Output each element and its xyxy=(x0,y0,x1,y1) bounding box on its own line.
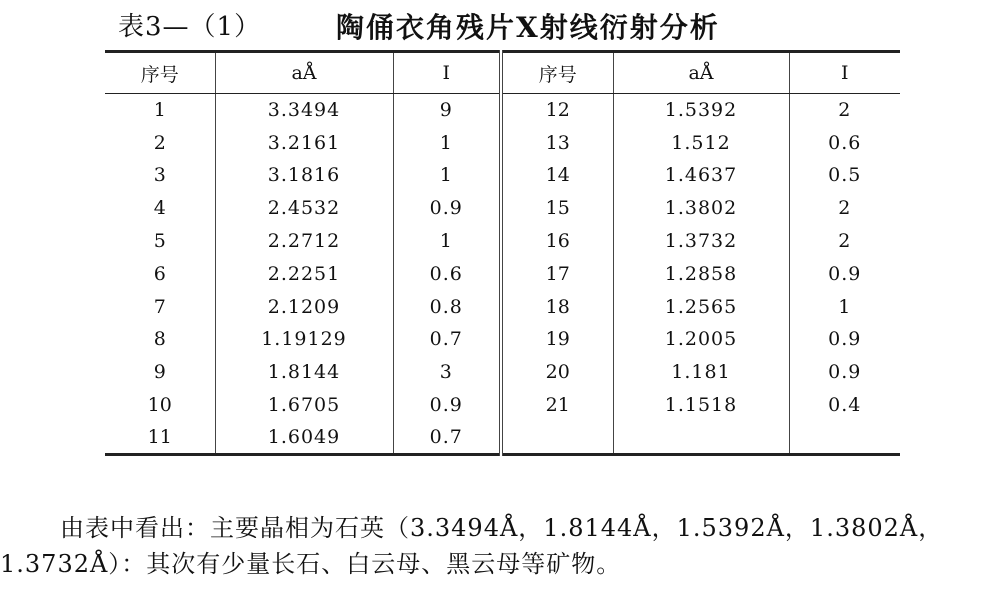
table-row xyxy=(105,159,900,192)
index-cell: 21 xyxy=(501,389,613,422)
intensity-cell: 2 xyxy=(838,197,852,220)
table-row xyxy=(105,356,900,389)
intensity-cell: 0.9 xyxy=(393,389,501,422)
d-spacing-cell: 1.2858 xyxy=(613,257,789,290)
intensity-cell: 0.7 xyxy=(393,323,501,356)
index-cell: 10 xyxy=(105,389,215,422)
index-cell: 6 xyxy=(105,257,215,290)
index-cell: 7 xyxy=(105,290,215,323)
index-cell: 14 xyxy=(501,159,613,192)
index-cell: 18 xyxy=(501,290,613,323)
d-spacing-cell: 2.4532 xyxy=(215,192,393,225)
d-spacing-cell: 1.2005 xyxy=(613,323,789,356)
table-header-row xyxy=(105,52,900,94)
index-cell: 3 xyxy=(105,159,215,192)
table-caption: 表3—（1） xyxy=(118,12,262,42)
index-cell: 17 xyxy=(501,257,613,290)
d-spacing-cell: 1.3732 xyxy=(613,225,789,258)
d-spacing-cell: 1.5392 xyxy=(613,94,789,127)
index-cell: 1 xyxy=(105,94,215,127)
d-spacing-cell: 1.512 xyxy=(613,126,789,159)
intensity-cell: 2 xyxy=(838,230,852,253)
d-spacing-cell: 1.6049 xyxy=(215,421,393,454)
table-row xyxy=(105,94,900,127)
intensity-cell: 1 xyxy=(393,225,501,258)
intensity-cell: 0.9 xyxy=(828,361,862,384)
table-body xyxy=(105,94,900,455)
index-cell: 11 xyxy=(105,421,215,454)
index-cell: 4 xyxy=(105,192,215,225)
d-spacing-cell: 2.1209 xyxy=(215,290,393,323)
column-header-intensity: I xyxy=(789,52,900,94)
intensity-cell: 0.8 xyxy=(393,290,501,323)
index-cell: 19 xyxy=(501,323,613,356)
d-spacing-cell: 1.181 xyxy=(613,356,789,389)
intensity-cell: 3 xyxy=(393,356,501,389)
table-row xyxy=(105,192,900,225)
d-spacing-cell: 1.6705 xyxy=(215,389,393,422)
d-spacing-cell: 2.2712 xyxy=(215,225,393,258)
column-header-intensity: I xyxy=(393,52,501,94)
d-spacing-cell: 1.1518 xyxy=(613,389,789,422)
d-spacing-cell: 2.2251 xyxy=(215,257,393,290)
table-row xyxy=(105,323,900,356)
intensity-cell: 9 xyxy=(393,94,501,127)
intensity-cell: 0.6 xyxy=(393,257,501,290)
intensity-cell: 1 xyxy=(393,126,501,159)
intensity-cell: 0.6 xyxy=(828,131,862,154)
d-spacing-cell: 3.1816 xyxy=(215,159,393,192)
index-cell: 12 xyxy=(501,94,613,127)
table-row xyxy=(105,126,900,159)
d-spacing-cell: 1.19129 xyxy=(215,323,393,356)
xrd-table xyxy=(105,50,900,456)
intensity-cell: 0.9 xyxy=(828,328,862,351)
d-spacing-cell: 3.2161 xyxy=(215,126,393,159)
index-cell: 8 xyxy=(105,323,215,356)
d-spacing-cell xyxy=(613,421,789,454)
intensity-cell: 1 xyxy=(838,295,852,318)
intensity-cell xyxy=(789,421,900,454)
column-header-index: 序号 xyxy=(501,52,613,94)
intensity-cell: 0.4 xyxy=(828,394,862,417)
conclusion-paragraph: 由表中看出：主要晶相为石英（3.3494Å，1.8144Å，1.5392Å，1.3802Å，1.3732Å）：其次有少量长石、白云母、黑云母等矿物。 xyxy=(0,514,944,578)
intensity-cell: 0.7 xyxy=(393,421,501,454)
index-cell: 5 xyxy=(105,225,215,258)
d-spacing-cell: 1.3802 xyxy=(613,192,789,225)
intensity-cell: 0.9 xyxy=(393,192,501,225)
table-row xyxy=(105,225,900,258)
index-cell: 9 xyxy=(105,356,215,389)
index-cell: 15 xyxy=(501,192,613,225)
intensity-cell: 0.5 xyxy=(828,164,862,187)
column-header-d-spacing: aÅ xyxy=(613,52,789,94)
index-cell: 13 xyxy=(501,126,613,159)
intensity-cell: 0.9 xyxy=(828,262,862,285)
index-cell xyxy=(501,421,613,454)
column-header-index: 序号 xyxy=(105,52,215,94)
table-row xyxy=(105,290,900,323)
intensity-cell: 2 xyxy=(838,99,852,122)
index-cell: 2 xyxy=(105,126,215,159)
table-row xyxy=(105,257,900,290)
d-spacing-cell: 1.8144 xyxy=(215,356,393,389)
d-spacing-cell: 1.4637 xyxy=(613,159,789,192)
index-cell: 16 xyxy=(501,225,613,258)
table-row xyxy=(105,421,900,454)
column-header-d-spacing: aÅ xyxy=(215,52,393,94)
index-cell: 20 xyxy=(501,356,613,389)
table-row xyxy=(105,389,900,422)
table-title: 陶俑衣角残片X射线衍射分析 xyxy=(336,11,720,44)
d-spacing-cell: 1.2565 xyxy=(613,290,789,323)
d-spacing-cell: 3.3494 xyxy=(215,94,393,127)
intensity-cell: 1 xyxy=(393,159,501,192)
